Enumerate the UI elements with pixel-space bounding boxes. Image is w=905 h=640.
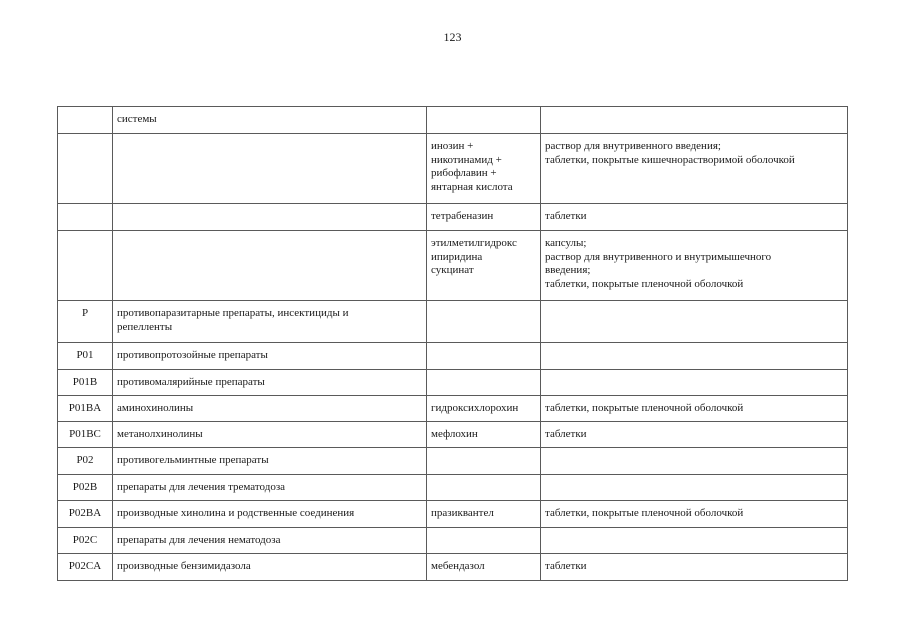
table-row — [58, 231, 848, 301]
drug-name-cell: тетрабеназин — [427, 204, 541, 231]
atc-group-name-cell: противопаразитарные препараты, инсектициды и репелленты — [113, 301, 427, 343]
drug-name-cell — [427, 475, 541, 501]
drug-name-cell: мефлохин — [427, 422, 541, 448]
atc-code-cell: P02CA — [58, 554, 113, 581]
atc-group-name-cell: системы — [113, 107, 427, 134]
table-row — [58, 475, 848, 501]
table-row — [58, 343, 848, 370]
drug-name-cell — [427, 370, 541, 396]
atc-group-name-cell: противомалярийные препараты — [113, 370, 427, 396]
drug-name-cell — [427, 107, 541, 134]
atc-group-name-cell: препараты для лечения нематодоза — [113, 528, 427, 554]
atc-code-cell: P01BA — [58, 396, 113, 422]
page-number: 123 — [443, 30, 462, 44]
dosage-form-cell — [541, 475, 848, 501]
atc-code-cell: P01B — [58, 370, 113, 396]
atc-group-name-cell — [113, 231, 427, 301]
dosage-form-cell: таблетки, покрытые пленочной оболочкой — [541, 396, 848, 422]
atc-group-name-cell: противогельминтные препараты — [113, 448, 427, 475]
drug-name-cell: гидроксихлорохин — [427, 396, 541, 422]
dosage-form-cell: таблетки — [541, 422, 848, 448]
atc-group-name-cell: препараты для лечения трематодоза — [113, 475, 427, 501]
atc-group-name-cell — [113, 204, 427, 231]
atc-code-cell: P02BA — [58, 501, 113, 528]
atc-code-cell: P02 — [58, 448, 113, 475]
table-row — [58, 554, 848, 581]
table-row — [58, 204, 848, 231]
atc-group-name-cell: противопротозойные препараты — [113, 343, 427, 370]
dosage-form-cell: капсулы; раствор для внутривенного и внутримышечного введения; таблетки, покрытые пленочной оболочкой — [541, 231, 848, 301]
drug-name-cell: этилметилгидрокс ипиридина сукцинат — [427, 231, 541, 301]
dosage-form-cell: раствор для внутривенного введения; таблетки, покрытые кишечнорастворимой оболочкой — [541, 134, 848, 204]
atc-code-cell: P01BC — [58, 422, 113, 448]
table-row — [58, 501, 848, 528]
drug-name-cell: празиквантел — [427, 501, 541, 528]
table-row — [58, 107, 848, 134]
atc-group-name-cell: производные хинолина и родственные соединения — [113, 501, 427, 528]
dosage-form-cell — [541, 528, 848, 554]
atc-code-cell: P01 — [58, 343, 113, 370]
dosage-form-cell — [541, 301, 848, 343]
table-row — [58, 528, 848, 554]
dosage-form-cell — [541, 107, 848, 134]
atc-code-cell — [58, 204, 113, 231]
drug-name-cell — [427, 301, 541, 343]
table-row — [58, 301, 848, 343]
table-row — [58, 396, 848, 422]
dosage-form-cell: таблетки — [541, 554, 848, 581]
atc-group-name-cell — [113, 134, 427, 204]
atc-code-cell — [58, 107, 113, 134]
dosage-form-cell: таблетки — [541, 204, 848, 231]
table-row — [58, 422, 848, 448]
dosage-form-cell — [541, 448, 848, 475]
drug-name-cell — [427, 448, 541, 475]
drug-name-cell: инозин + никотинамид + рибофлавин + янтарная кислота — [427, 134, 541, 204]
dosage-form-cell — [541, 343, 848, 370]
drug-classification-table — [57, 106, 848, 581]
table-row — [58, 370, 848, 396]
atc-group-name-cell: аминохинолины — [113, 396, 427, 422]
dosage-form-cell: таблетки, покрытые пленочной оболочкой — [541, 501, 848, 528]
table-row — [58, 448, 848, 475]
atc-code-cell — [58, 134, 113, 204]
dosage-form-cell — [541, 370, 848, 396]
atc-code-cell: P — [58, 301, 113, 343]
atc-code-cell: P02B — [58, 475, 113, 501]
drug-name-cell — [427, 343, 541, 370]
atc-code-cell: P02C — [58, 528, 113, 554]
atc-code-cell — [58, 231, 113, 301]
table-row — [58, 134, 848, 204]
atc-group-name-cell: производные бензимидазола — [113, 554, 427, 581]
atc-group-name-cell: метанолхинолины — [113, 422, 427, 448]
drug-name-cell: мебендазол — [427, 554, 541, 581]
drug-name-cell — [427, 528, 541, 554]
